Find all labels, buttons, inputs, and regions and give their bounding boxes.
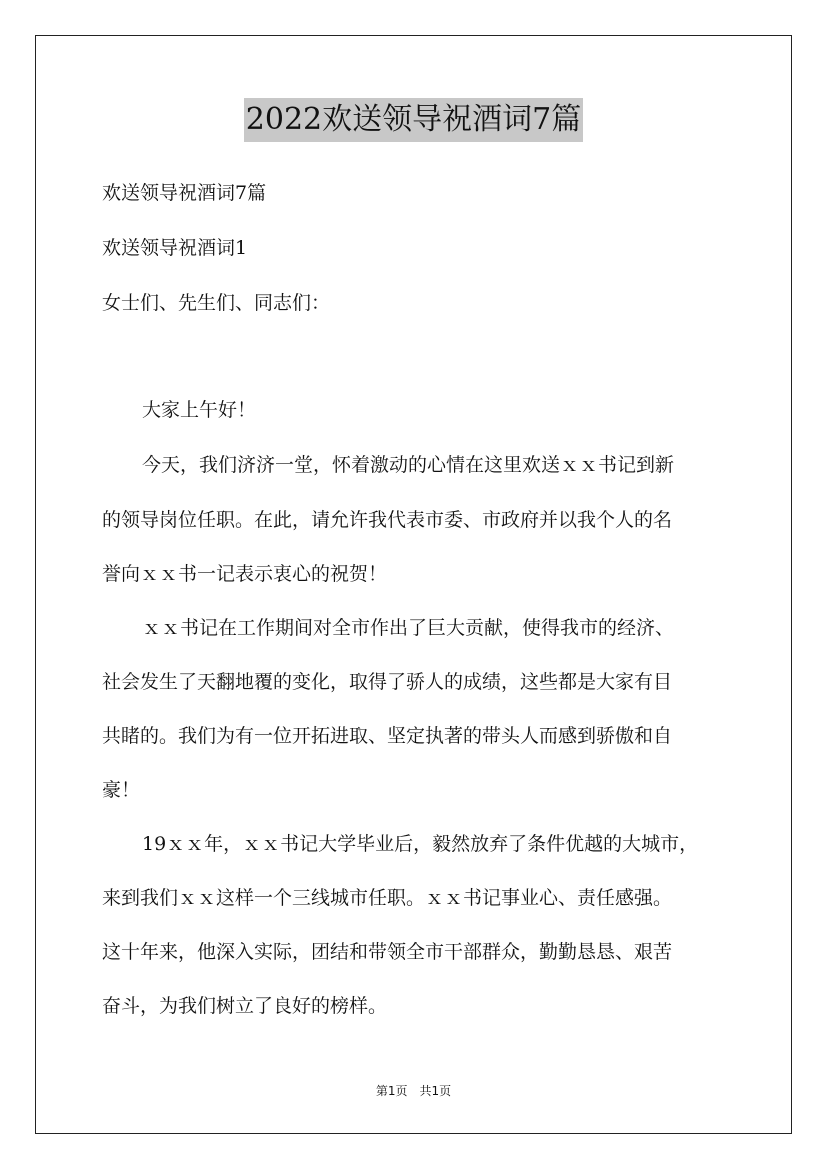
paragraph-line: 的领导岗位任职。在此，请允许我代表市委、市政府并以我个人的名 <box>102 509 673 531</box>
paragraph-line: 这十年来，他深入实际，团结和带领全市干部群众，勤勤恳恳、艰苦 <box>102 941 673 963</box>
salutation: 女士们、先生们、同志们： <box>102 292 331 314</box>
page-footer: 第1页 共1页 <box>375 1084 452 1098</box>
document-title: 2022欢送领导祝酒词7篇 <box>244 98 583 142</box>
paragraph-line: 社会发生了天翻地覆的变化，取得了骄人的成绩，这些都是大家有目 <box>102 671 673 693</box>
section-heading: 欢送领导祝酒词1 <box>102 237 248 259</box>
paragraph-line: 19ｘｘ年，ｘｘ书记大学毕业后，毅然放弃了条件优越的大城市， <box>142 833 699 855</box>
paragraph-line: 来到我们ｘｘ这样一个三线城市任职。ｘｘ书记事业心、责任感强。 <box>102 887 673 909</box>
paragraph-line: 豪！ <box>102 779 141 801</box>
subtitle: 欢送领导祝酒词7篇 <box>102 182 267 204</box>
paragraph-line: 大家上午好！ <box>142 399 257 421</box>
title-container <box>0 98 827 142</box>
paragraph-line: 誉向ｘｘ书一记表示衷心的祝贺！ <box>102 563 388 585</box>
paragraph-line: 今天，我们济济一堂，怀着激动的心情在这里欢送ｘｘ书记到新 <box>142 454 675 476</box>
paragraph-line: ｘｘ书记在工作期间对全市作出了巨大贡献，使得我市的经济、 <box>142 617 675 639</box>
paragraph-line: 共睹的。我们为有一位开拓进取、坚定执著的带头人而感到骄傲和自 <box>102 725 673 747</box>
paragraph-line: 奋斗，为我们树立了良好的榜样。 <box>102 995 388 1017</box>
